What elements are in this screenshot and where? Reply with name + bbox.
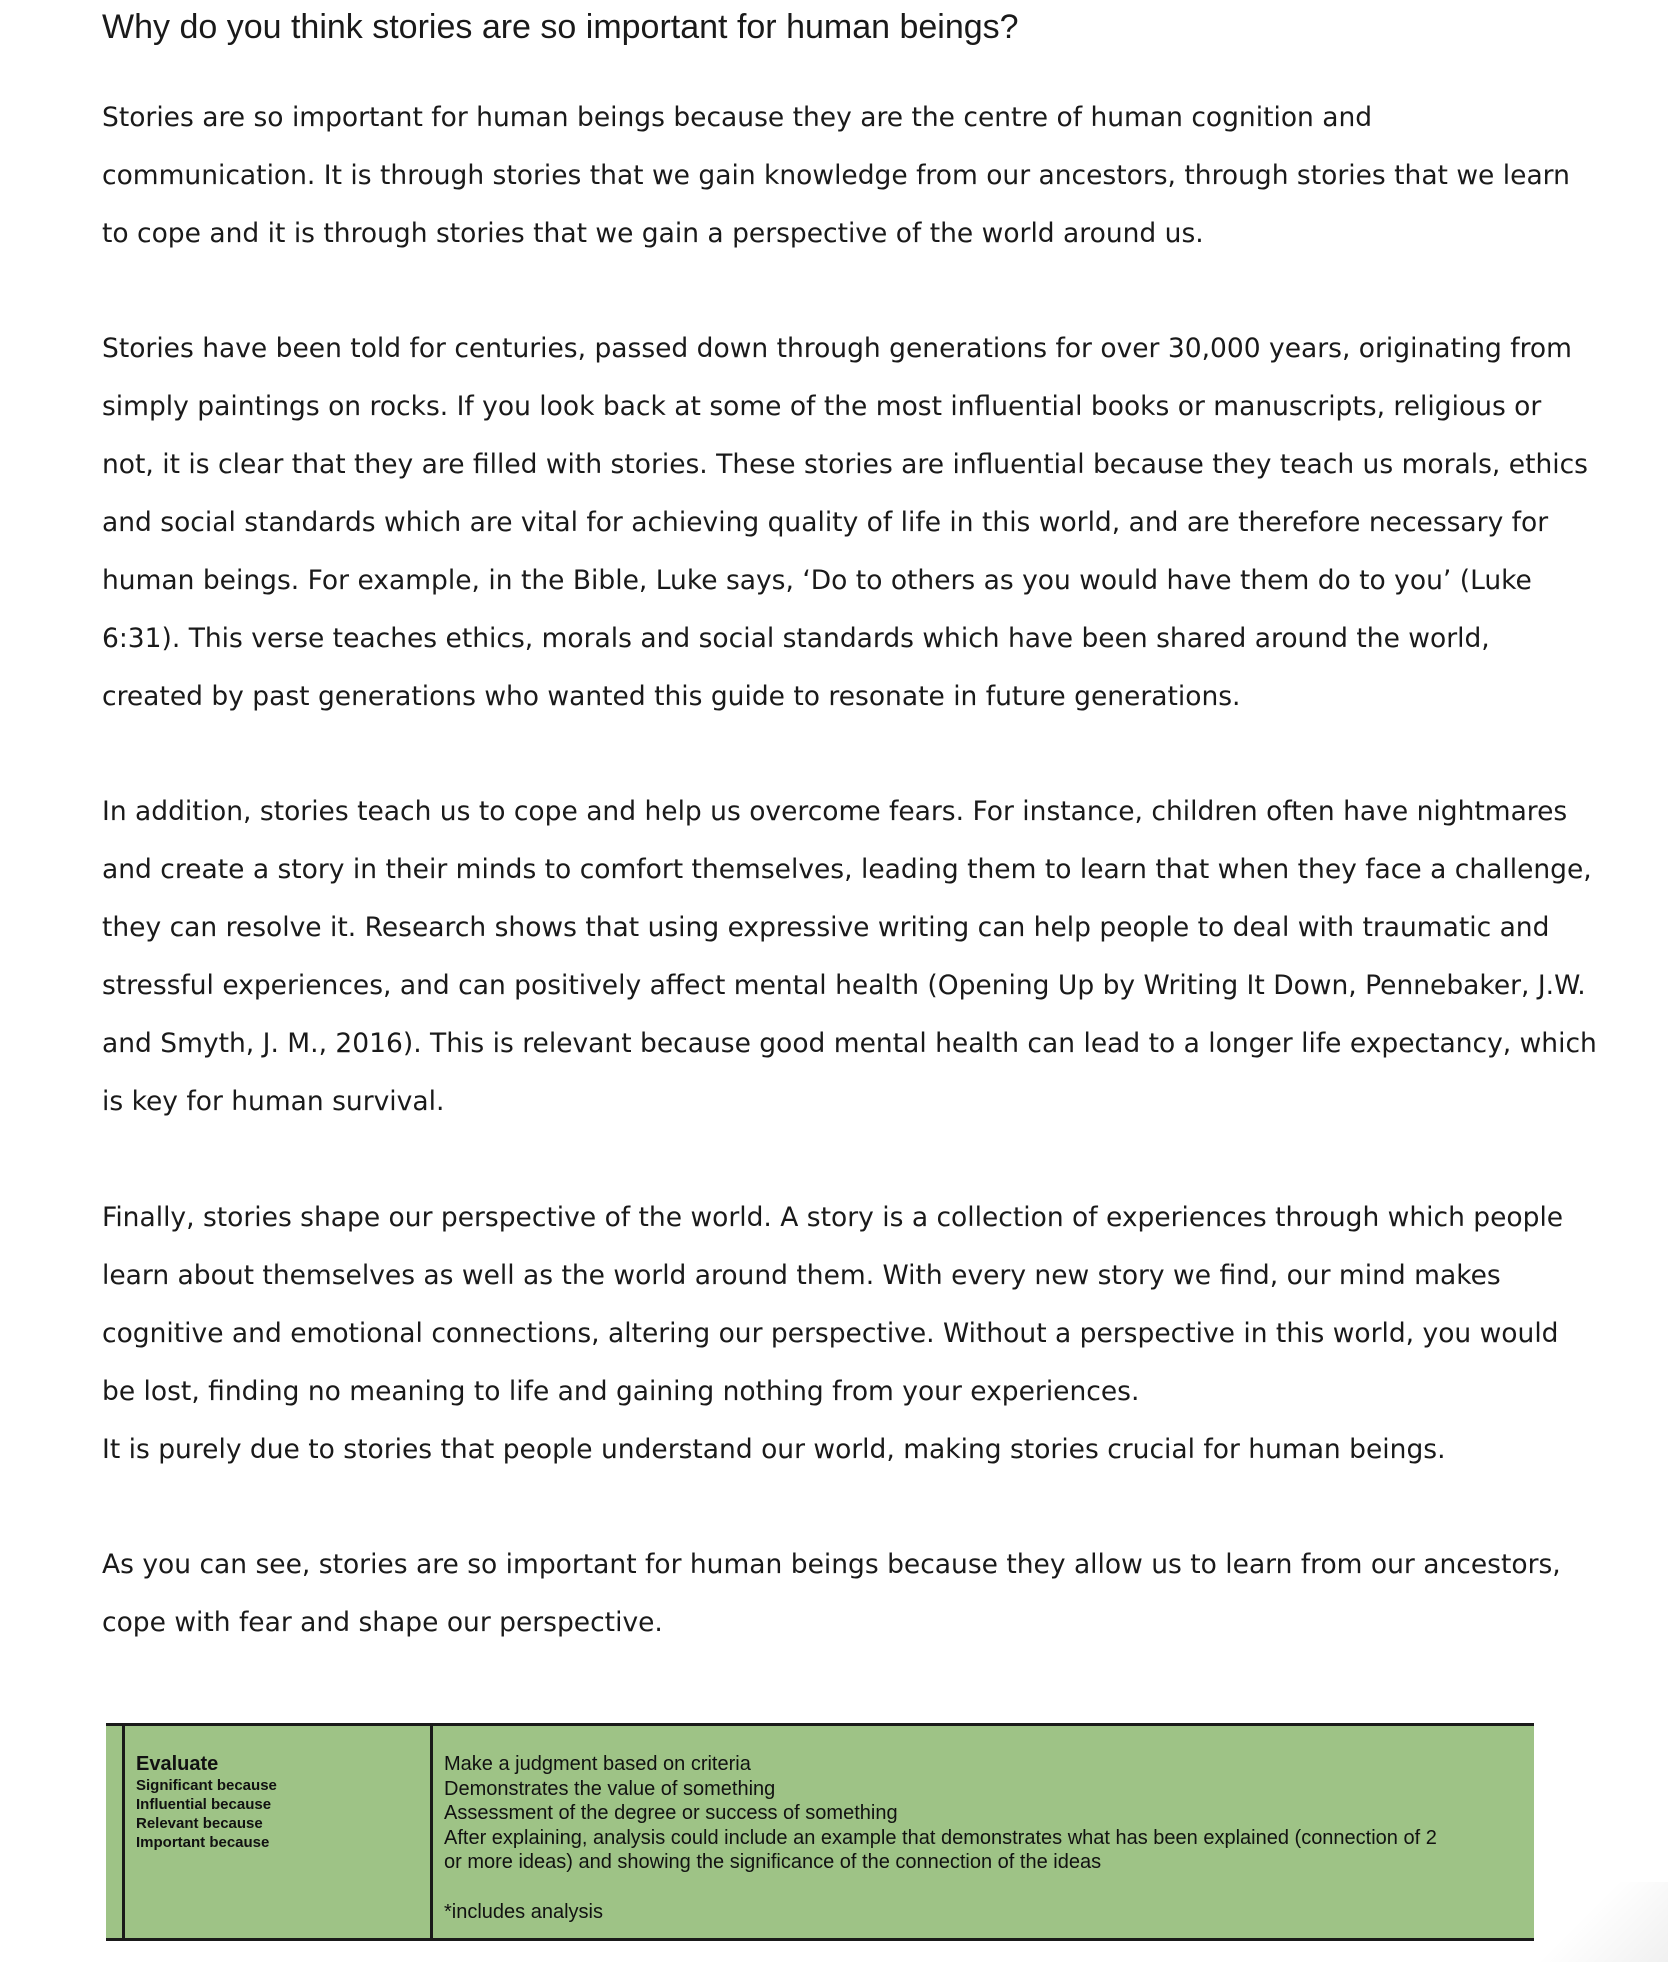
rubric-definition: Demonstrates the value of something	[444, 1777, 776, 1800]
text-line: is key for human survival.	[102, 1086, 445, 1117]
text-line: learn about themselves as well as the world around them. With every new story we find, our mind makes	[102, 1260, 1501, 1291]
table-column-divider	[430, 1726, 433, 1938]
rubric-term-cell	[136, 1752, 277, 1852]
text-line: human beings. For example, in the Bible, Luke says, ‘Do to others as you would have them do to you’ (Luke	[102, 565, 1532, 596]
text-line: As you can see, stories are so important for human beings because they allow us to learn from our ancestors,	[102, 1549, 1561, 1580]
rubric-definition: After explaining, analysis could include an example that demonstrates what has been explained (connection of 2	[444, 1826, 1437, 1849]
paragraph-coping	[102, 783, 1597, 1131]
rubric-note: *includes analysis	[444, 1900, 603, 1923]
rubric-subterm: Influential because	[136, 1796, 272, 1813]
rubric-subterm: Significant because	[136, 1777, 277, 1794]
rubric-definition: Assessment of the degree or success of something	[444, 1802, 898, 1824]
rubric-table	[106, 1723, 1534, 1941]
rubric-term: Evaluate	[136, 1753, 219, 1775]
text-line: 6:31). This verse teaches ethics, morals and social standards which have been shared around the world,	[102, 623, 1490, 654]
text-line: they can resolve it. Research shows that using expressive writing can help people to deal with traumatic and	[102, 912, 1550, 943]
text-line: cognitive and emotional connections, altering our perspective. Without a perspective in this world, you would	[102, 1318, 1559, 1349]
rubric-definition-cell	[444, 1752, 1524, 1924]
table-border	[122, 1726, 125, 1938]
paragraph-conclusion	[102, 1536, 1561, 1652]
text-line: communication. It is through stories that we gain knowledge from our ancestors, through stories that we learn	[102, 160, 1570, 191]
text-line: Finally, stories shape our perspective of the world. A story is a collection of experiences through which people	[102, 1202, 1564, 1233]
rubric-definition: or more ideas) and showing the significance of the connection of the ideas	[444, 1851, 1102, 1873]
text-line: and create a story in their minds to comfort themselves, leading them to learn that when they face a challenge,	[102, 854, 1592, 885]
text-line: cope with fear and shape our perspective.	[102, 1607, 663, 1638]
paragraph-intro	[102, 89, 1570, 263]
text-line: simply paintings on rocks. If you look back at some of the most influential books or manuscripts, religious or	[102, 391, 1542, 422]
text-line: be lost, finding no meaning to life and gaining nothing from your experiences.	[102, 1376, 1140, 1407]
rubric-definition: Make a judgment based on criteria	[444, 1753, 751, 1775]
text-line: It is purely due to stories that people understand our world, making stories crucial for human beings.	[102, 1434, 1446, 1465]
paragraph-perspective	[102, 1189, 1564, 1479]
text-line: Stories have been told for centuries, passed down through generations for over 30,000 years, originating from	[102, 333, 1572, 364]
text-line: not, it is clear that they are filled with stories. These stories are influential because they teach us morals, ethics	[102, 449, 1588, 480]
rubric-subterm: Relevant because	[136, 1815, 263, 1832]
text-line: and Smyth, J. M., 2016). This is relevant because good mental health can lead to a longer life expectancy, which	[102, 1028, 1597, 1059]
page-curl-shadow	[1528, 1882, 1668, 1962]
text-line: and social standards which are vital for achieving quality of life in this world, and are therefore necessary for	[102, 507, 1549, 538]
rubric-subterm: Important because	[136, 1834, 270, 1851]
text-line: to cope and it is through stories that we gain a perspective of the world around us.	[102, 218, 1204, 249]
document-title: Why do you think stories are so important for human beings?	[102, 8, 1019, 46]
text-line: In addition, stories teach us to cope and help us overcome fears. For instance, children often have nightmares	[102, 796, 1568, 827]
paragraph-ancestors	[102, 320, 1588, 726]
text-line: Stories are so important for human beings because they are the centre of human cognition and	[102, 102, 1373, 133]
text-line: stressful experiences, and can positively affect mental health (Opening Up by Writing It Down, Pennebaker, J.W.	[102, 970, 1586, 1001]
text-line: created by past generations who wanted this guide to resonate in future generations.	[102, 681, 1241, 712]
